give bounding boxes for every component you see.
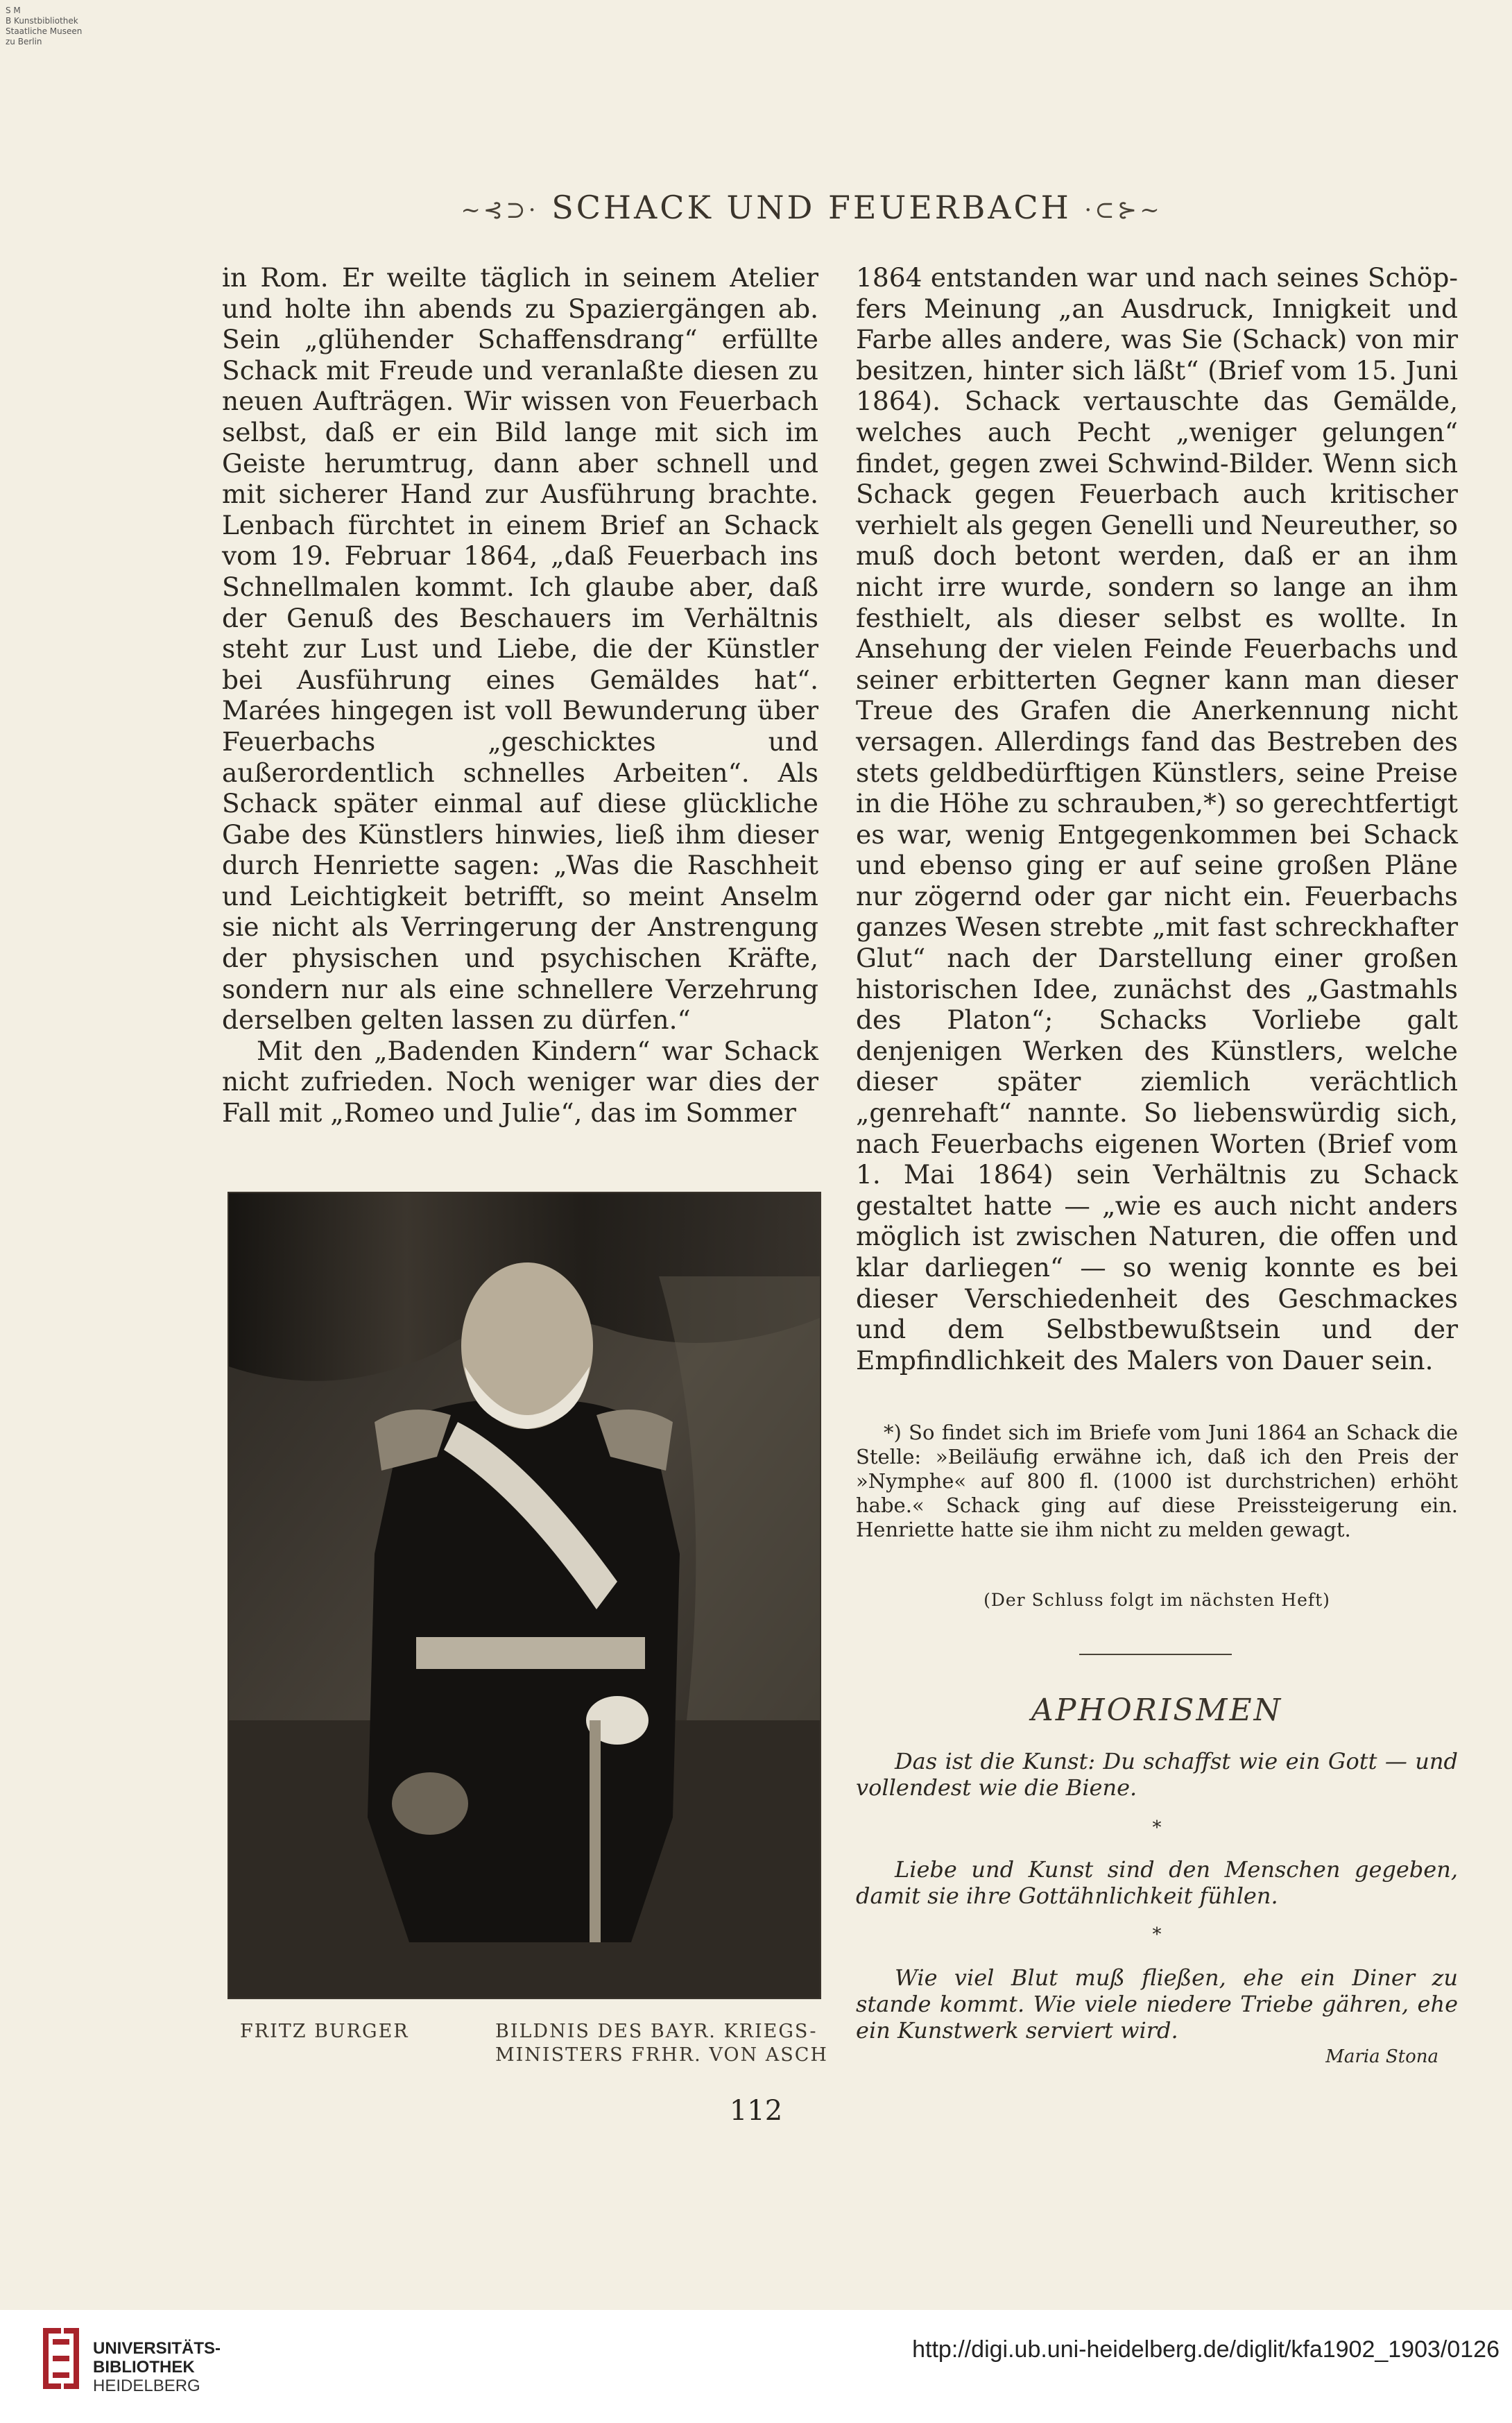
library-name-line: UNIVERSITÄTS- (93, 2339, 221, 2358)
source-url-link[interactable]: http://digi.ub.uni-heidelberg.de/diglit/kfa1902_1903/0126 (912, 2336, 1500, 2363)
running-header (416, 189, 1207, 230)
library-stamp (6, 6, 130, 47)
library-name (93, 2339, 221, 2395)
paragraph: in Rom. Er weilte täglich in seinem Atelier und holte ihn abends zu Spaziergängen ab. Sein „glühender Schaffensdrang“ erfüllte Schack mit Freude und veranlaßte diesen zu neuen Aufträgen. Wir wissen von Feuerbach selbst, daß er ein Bild lange mit sich im Geiste herumtrug, dann aber schnell und mit sicherer Hand zur Ausführung brachte. Lenbach fürchtet in einem Brief an Schack vom 19. Februar 1864, „daß Feuerbach ins Schnellmalen kommt. Ich glaube aber, daß der Genuß des Beschauers im Verhältnis steht zur Lust und Liebe, die der Künstler bei Ausführung eines Gemäldes hat“. Marées hingegen ist voll Bewunderung über Feuerbachs „geschicktes und außerordentlich schnelles Arbeiten“. Als Schack später einmal auf diese glückliche Gabe des Künstlers hinwies, ließ ihm dieser durch Henriette sagen: „Was die Raschheit und Leichtigkeit betrifft, so meint Anselm sie nicht als Verringerung der Anstrengung der physischen und psychischen Kräfte, sondern nur als eine schnellere Verzehrung derselben gelten lassen zu dürfen.“ (222, 262, 818, 1036)
portrait-image (227, 1192, 821, 1999)
aphorism (856, 1856, 1458, 1909)
paragraph: Mit den „Badenden Kindern“ war Schack nicht zufrieden. Noch weniger war dies der Fall mit „Romeo und Julie“, das im Sommer (222, 1035, 818, 1129)
aphorisms-title: APHORISMEN (1031, 1693, 1283, 1728)
right-ornament-icon: ·⊂⊱~ (1084, 196, 1162, 224)
figure-title-line: MINISTERS FRHR. VON ASCH (495, 2044, 828, 2066)
left-ornament-icon: ~⊰⊃· (461, 196, 539, 224)
aphorism-text: Das ist die Kunst: Du schaffst wie ein Gott — und vollendest wie die Biene. (856, 1748, 1458, 1801)
library-name-line: HEIDELBERG (93, 2377, 200, 2395)
right-column (856, 262, 1458, 1376)
aphorism (856, 1964, 1458, 2044)
university-library-logo-icon (33, 2324, 89, 2393)
section-divider (1079, 1654, 1232, 1655)
stamp-line: S M (6, 6, 21, 15)
page-number: 112 (729, 2095, 783, 2127)
figure-title (495, 2020, 828, 2067)
stamp-line: Staatliche Museen (6, 26, 83, 36)
aphorism-signature: Maria Stona (1325, 2046, 1438, 2067)
aphorism-text: Liebe und Kunst sind den Menschen gegeben, damit sie ihre Gottähnlichkeit fühlen. (856, 1856, 1458, 1909)
left-column (222, 262, 818, 1129)
header-title: SCHACK UND FEUERBACH (551, 189, 1072, 226)
stamp-line: B Kunstbibliothek (6, 16, 78, 26)
officer-portrait-icon (229, 1193, 820, 1998)
figure-artist: FRITZ BURGER (240, 2021, 409, 2042)
aphorism-separator: * (1152, 1817, 1162, 1838)
footer-bar (0, 2310, 1512, 2423)
aphorism-separator: * (1152, 1924, 1162, 1945)
footnote (856, 1421, 1458, 1542)
stamp-line: zu Berlin (6, 37, 42, 46)
footnote-text: *) So findet sich im Briefe vom Juni 1864 an Schack die Stelle: »Beiläufig erwähne ich, daß ich den Preis der »Nymphe« auf 800 fl. (1000 ist durchstrichen) erhöht habe.« Schack ging auf diese Preissteigerung ein. Henriette hatte sie ihm nicht zu melden gewagt. (856, 1421, 1458, 1541)
library-name-line: BIBLIOTHEK (93, 2358, 195, 2377)
aphorism (856, 1748, 1458, 1801)
aphorism-text: Wie viel Blut muß fließen, ehe ein Diner zu stande kommt. Wie viele niedere Triebe gähren, ehe ein Kunstwerk serviert wird. (856, 1964, 1458, 2044)
paragraph: 1864 entstanden war und nach seines Schöpfers Meinung „an Ausdruck, Innigkeit und Farbe alles andere, was Sie (Schack) von mir besitzen, hinter sich läßt“ (Brief vom 15. Juni 1864). Schack vertauschte das Gemälde, welches auch Pecht „weniger gelungen“ findet, gegen zwei Schwind-Bilder. Wenn sich Schack gegen Feuerbach auch kritischer verhielt als gegen Genelli und Neureuther, so muß doch betont werden, daß er an ihm nicht irre wurde, sondern so lange an ihm festhielt, als dieser selbst es wollte. In Ansehung der vielen Feinde Feuerbachs und seiner erbitterten Gegner kann man dieser Treue des Grafen die Anerkennung nicht versagen. Allerdings fand das Bestreben des stets geldbedürftigen Künstlers, seine Preise in die Höhe zu schrauben,*) so gerechtfertigt es war, wenig Entgegenkommen bei Schack und ebenso ging er auf seine großen Pläne nur zögernd oder gar nicht ein. Feuerbachs ganzes Wesen strebte „mit fast schreckhafter Glut“ nach der Darstellung einer großen historischen Idee, zunächst des „Gastmahls des Platon“; Schacks Vorliebe galt denjenigen Werken des Künstlers, welche dieser später ziemlich verächtlich „genrehaft“ nannte. So liebenswürdig sich, nach Feuerbachs eigenen Worten (Brief vom 1. Mai 1864) sein Verhältnis zu Schack gestaltet hatte — „wie es auch nicht anders möglich ist zwischen Naturen, die offen und klar darliegen“ — so wenig konnte es bei dieser Verschiedenheit des Geschmackes und dem Selbstbewußtsein und der Empfindlichkeit des Malers von Dauer sein. (856, 262, 1458, 1376)
continuation-note: (Der Schluss folgt im nächsten Heft) (983, 1590, 1330, 1610)
figure-title-line: BILDNIS DES BAYR. KRIEGS- (495, 2021, 818, 2042)
